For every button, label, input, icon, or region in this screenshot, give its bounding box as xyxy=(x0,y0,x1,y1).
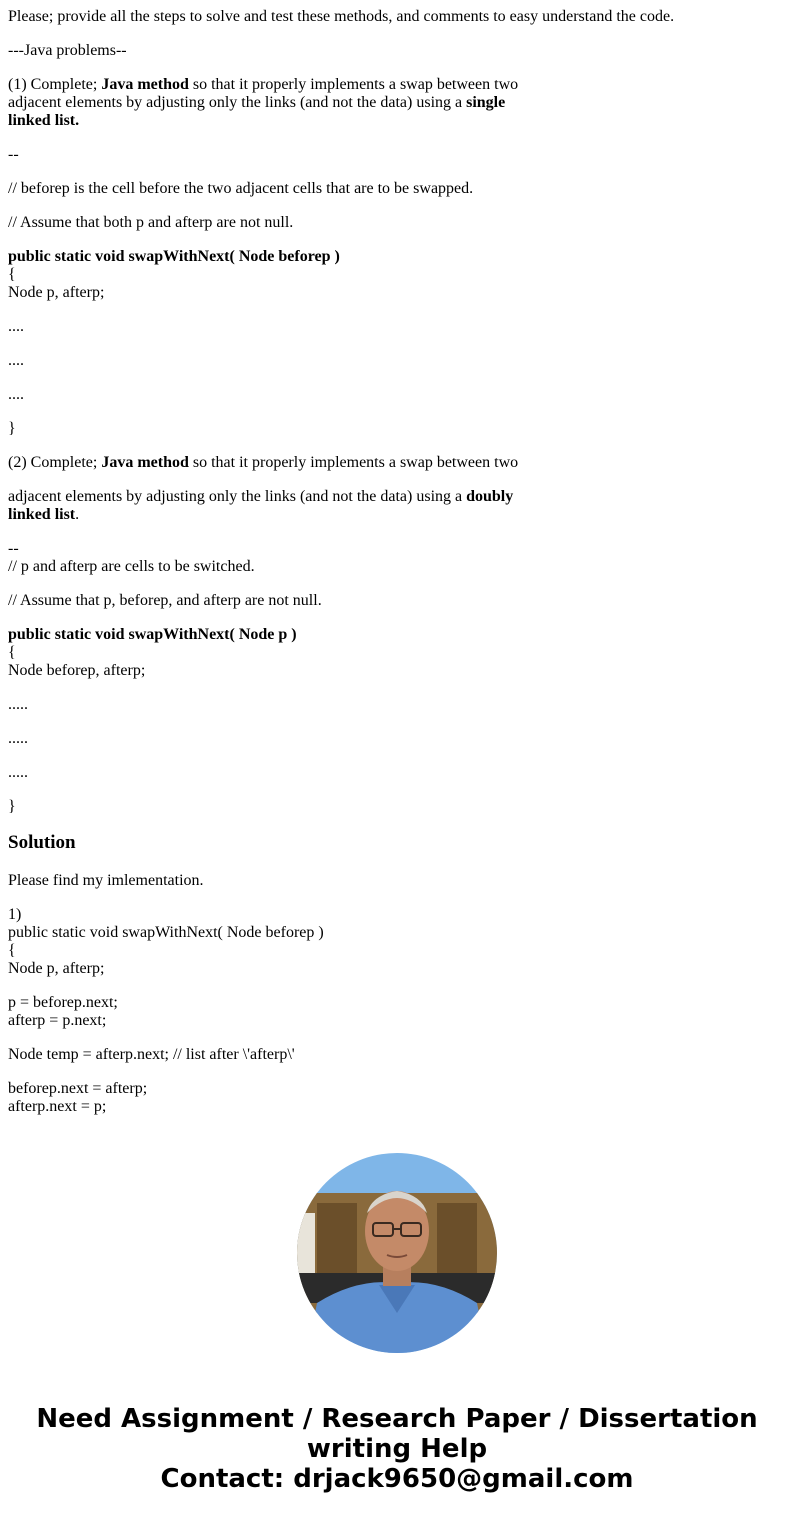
method-2-placeholder-2: ..... xyxy=(8,730,28,747)
problem-1-bold-java: Java method xyxy=(101,76,189,93)
solution-line-afterp: afterp = p.next; xyxy=(8,1012,107,1029)
problem-2-text-c: adjacent elements by adjusting only the links (and not the data) using a xyxy=(8,488,467,505)
method-2-block xyxy=(8,626,768,680)
problem-2-text-a: (2) Complete; xyxy=(8,454,102,471)
problem-2-line-1 xyxy=(8,454,768,472)
solution-line-beforep-next: beforep.next = afterp; xyxy=(8,1080,148,1097)
promo-contact: Contact: drjack9650@gmail.com xyxy=(160,1464,634,1494)
problem-1-text-a: (1) Complete; xyxy=(8,76,102,93)
separator-2-block xyxy=(8,540,768,576)
problem-1-text-b: so that it properly implements a swap between two xyxy=(188,76,519,93)
author-avatar xyxy=(297,1153,497,1353)
problem-2-bold-java: Java method xyxy=(101,454,189,471)
separator-2: -- xyxy=(8,540,19,557)
problem-2-line-2 xyxy=(8,488,768,524)
question-content xyxy=(8,8,768,1132)
problem-2-bold-linked-list: linked list xyxy=(8,506,76,523)
problem-1-text-c: adjacent elements by adjusting only the links (and not the data) using a xyxy=(8,94,467,111)
solution-number: 1) xyxy=(8,906,22,923)
method-2-placeholder-1: ..... xyxy=(8,696,28,713)
promo-footer xyxy=(0,1404,794,1494)
method-1-open-brace: { xyxy=(8,266,16,283)
method-2-signature: public static void swapWithNext( Node p ) xyxy=(8,626,297,643)
solution-line-p: p = beforep.next; xyxy=(8,994,118,1011)
solution-link-block xyxy=(8,1080,768,1116)
solution-signature: public static void swapWithNext( Node beforep ) xyxy=(8,924,324,941)
method-2-declaration: Node beforep, afterp; xyxy=(8,662,146,679)
code-comment-3: // p and afterp are cells to be switched. xyxy=(8,558,255,575)
problem-2-text-b: so that it properly implements a swap between two xyxy=(188,454,519,471)
method-1-close-brace: } xyxy=(8,420,16,437)
method-1-declaration: Node p, afterp; xyxy=(8,284,105,301)
separator-1: -- xyxy=(8,146,19,163)
solution-assign-block xyxy=(8,994,768,1030)
solution-declaration: Node p, afterp; xyxy=(8,960,105,977)
avatar-portrait xyxy=(297,1153,497,1353)
solution-intro: Please find my imlementation. xyxy=(8,872,204,889)
method-1-placeholder-3: .... xyxy=(8,386,24,403)
problem-1-statement xyxy=(8,76,768,130)
method-1-placeholder-2: .... xyxy=(8,352,24,369)
method-1-block xyxy=(8,248,768,302)
code-comment-1: // beforep is the cell before the two adjacent cells that are to be swapped. xyxy=(8,180,474,197)
problem-1-bold-linked-list: linked list. xyxy=(8,112,80,129)
section-heading: ---Java problems-- xyxy=(8,42,127,59)
solution-temp-line: Node temp = afterp.next; // list after \'afterp\' xyxy=(8,1046,295,1063)
promo-line-2: writing Help xyxy=(306,1434,488,1464)
promo-line-1: Need Assignment / Research Paper / Dissertation xyxy=(36,1404,758,1434)
code-comment-2: // Assume that both p and afterp are not null. xyxy=(8,214,294,231)
method-1-signature: public static void swapWithNext( Node beforep ) xyxy=(8,248,340,265)
problem-2-period: . xyxy=(75,506,80,523)
solution-line-afterp-next: afterp.next = p; xyxy=(8,1098,107,1115)
method-2-open-brace: { xyxy=(8,644,16,661)
intro-text: Please; provide all the steps to solve and test these methods, and comments to easy understand the code. xyxy=(8,8,675,25)
problem-1-bold-single: single xyxy=(466,94,506,111)
method-2-close-brace: } xyxy=(8,798,16,815)
solution-heading: Solution xyxy=(8,832,76,853)
problem-2-bold-doubly: doubly xyxy=(466,488,514,505)
method-1-placeholder-1: .... xyxy=(8,318,24,335)
method-2-placeholder-3: ..... xyxy=(8,764,28,781)
code-comment-4: // Assume that p, beforep, and afterp are not null. xyxy=(8,592,322,609)
solution-open-brace: { xyxy=(8,942,16,959)
solution-method-block xyxy=(8,906,768,978)
